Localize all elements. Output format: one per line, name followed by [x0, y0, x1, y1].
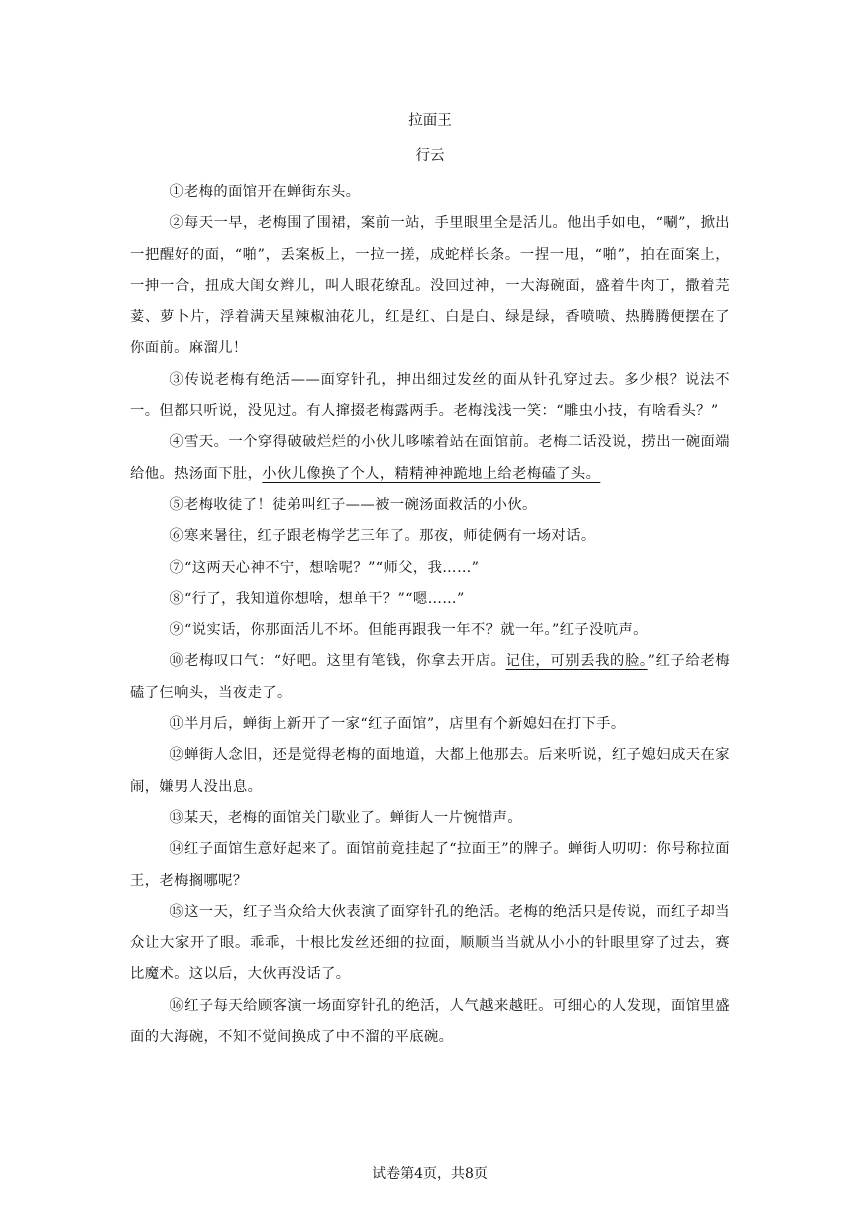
article-body [130, 177, 730, 1053]
paragraph-text: ⑫蝉街人念旧，还是觉得老梅的面地道，大都上他那去。后来听说，红子媳妇成天在家闹，嫌男人没出息。 [130, 747, 730, 795]
paragraph-text: ⑨“说实话，你那面活儿不坏。但能再跟我一年不？就一年。”红子没吭声。 [169, 622, 648, 639]
paragraph-12 [130, 740, 730, 803]
paragraph-text: ⑪半月后，蝉街上新开了一家“红子面馆”，店里有个新媳妇在打下手。 [169, 716, 626, 733]
paragraph-text: ⑩老梅叹口气：“好吧。这里有笔钱，你拿去开店。 [169, 653, 506, 670]
paragraph-text: ⑭红子面馆生意好起来了。面馆前竟挂起了“拉面王”的牌子。蝉街人叨叨：你号称拉面王，老梅搁哪呢？ [130, 841, 730, 889]
paragraph-7 [130, 553, 730, 584]
paragraph-text: ③传说老梅有绝活——面穿针孔，抻出细过发丝的面从针孔穿过去。多少根？说法不一。但都只听说，没见过。有人撺掇老梅露两手。老梅浅浅一笑：“雕虫小技，有啥看头？” [130, 371, 730, 420]
article-author: 行云 [415, 148, 445, 164]
paragraph-6 [130, 521, 730, 552]
paragraph-text: ⑯红子每天给顾客演一场面穿针孔的绝活，人气越来越旺。可细心的人发现，面馆里盛面的大海碗，不知不觉间换成了中不溜的平底碗。 [130, 997, 730, 1046]
underlined-sentence: 记住，可别丢我的脸。 [505, 653, 648, 670]
paragraph-10 [130, 646, 730, 709]
paragraph-text: ④雪天。一个穿得破破烂烂的小伙儿哆嗦着站在面馆前。老梅二话没说，捞出一碗面端给他。热汤面下肚， [130, 434, 730, 482]
paragraph-text: ⑦“这两天心神不宁，想啥呢？”“师父，我……” [169, 559, 480, 576]
paragraph-text: ②每天一早，老梅围了围裙，案前一站，手里眼里全是活儿。他出手如电，“唰”，掀出一把醒好的面，“啪”，丢案板上，一拉一搓，成蛇样长条。一捏一甩，“啪”，拍在面案上，一抻一合，扭成大闺女辫儿，叫人眼花缭乱。没回过神，一大海碗面，盛着牛肉丁，撒着芫荽、萝卜片，浮着满天星辣椒油花儿，红是红、白是白、绿是绿，香喷喷、热腾腾便摆在了你面前。麻溜儿！ [130, 215, 730, 357]
paragraph-text: ”红子给老梅磕了仨响头，当夜走了。 [130, 653, 730, 701]
paragraph-text: ①老梅的面馆开在蝉街东头。 [169, 184, 361, 200]
article-title: 拉面王 [408, 113, 452, 129]
paragraph-text: ⑮这一天，红子当众给大伙表演了面穿针孔的绝活。老梅的绝活只是传说，而红子却当众让大家开了眼。乖乖，十根比发丝还细的拉面，顺顺当当就从小小的针眼里穿了过去，赛比魔术。这以后，大伙再没话了。 [130, 903, 730, 983]
paragraph-text: ⑬某天，老梅的面馆关门歇业了。蝉街人一片惋惜声。 [169, 809, 523, 826]
paragraph-5 [130, 490, 730, 521]
paragraph-text: ⑥寒来暑往，红子跟老梅学艺三年了。那夜，师徒俩有一场对话。 [169, 528, 596, 545]
paragraph-16 [130, 991, 730, 1054]
paragraph-11 [130, 709, 730, 740]
paragraph-1 [130, 177, 730, 208]
underlined-sentence: 小伙儿像换了个人，精精神神跪地上给老梅磕了头。 [262, 465, 601, 482]
paragraph-14 [130, 834, 730, 897]
paragraph-15 [130, 897, 730, 991]
paragraph-text: ⑧“行了，我知道你想啥，想单干？”“嗯……” [169, 590, 465, 607]
paragraph-13 [130, 803, 730, 834]
paragraph-2 [130, 208, 730, 364]
paragraph-9 [130, 615, 730, 646]
paragraph-3 [130, 365, 730, 428]
page-footer: 试卷第4页，共8页 [372, 1166, 488, 1182]
paragraph-text: ⑤老梅收徒了！徒弟叫红子——被一碗汤面救活的小伙。 [169, 496, 537, 513]
paragraph-4 [130, 427, 730, 490]
paragraph-8 [130, 584, 730, 615]
